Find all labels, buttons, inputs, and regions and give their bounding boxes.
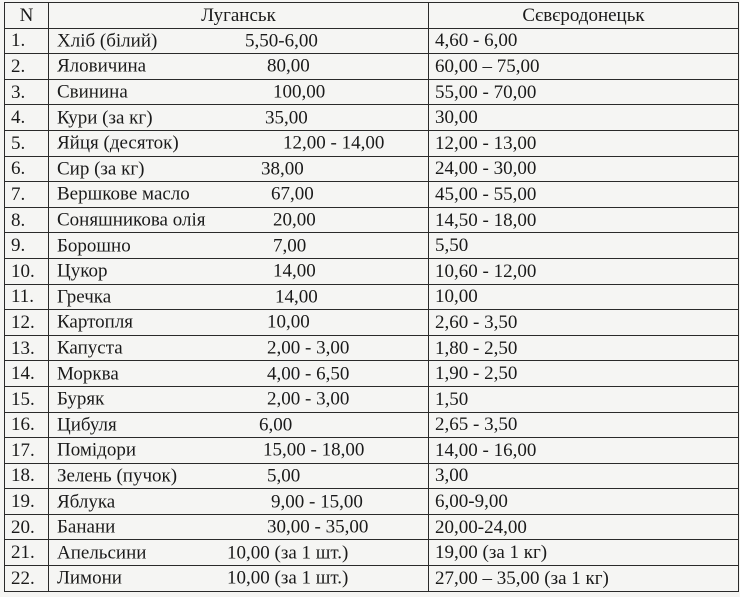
luhansk-price: 100,00 bbox=[273, 81, 326, 103]
row-number: 5. bbox=[5, 130, 49, 156]
row-number: 20. bbox=[5, 514, 49, 540]
luhansk-price: 15,00 - 18,00 bbox=[263, 439, 365, 461]
product-name: Соняшникова олія bbox=[57, 209, 206, 231]
sievierodonetsk-price: 6,00-9,00 bbox=[429, 489, 739, 515]
luhansk-price: 38,00 bbox=[261, 158, 304, 180]
row-number: 19. bbox=[5, 489, 49, 515]
sievierodonetsk-price: 10,00 bbox=[429, 284, 739, 310]
row-number: 14. bbox=[5, 361, 49, 387]
luhansk-price: 4,00 - 6,50 bbox=[267, 363, 350, 385]
table-row bbox=[5, 182, 739, 208]
row-number: 9. bbox=[5, 233, 49, 259]
luhansk-price: 6,00 bbox=[259, 414, 293, 436]
sievierodonetsk-price: 3,00 bbox=[429, 463, 739, 489]
luhansk-price: 7,00 bbox=[273, 235, 307, 257]
luhansk-cell bbox=[49, 233, 429, 259]
table-row bbox=[5, 489, 739, 515]
luhansk-cell bbox=[49, 54, 429, 80]
luhansk-cell bbox=[49, 28, 429, 54]
table-row bbox=[5, 28, 739, 54]
luhansk-price: 2,00 - 3,00 bbox=[267, 388, 350, 410]
table-row bbox=[5, 310, 739, 336]
sievierodonetsk-price: 45,00 - 55,00 bbox=[429, 182, 739, 208]
product-name: Банани bbox=[57, 516, 116, 538]
luhansk-price: 2,00 - 3,00 bbox=[267, 337, 350, 359]
table-row bbox=[5, 156, 739, 182]
luhansk-cell bbox=[49, 489, 429, 515]
luhansk-price: 5,50-6,00 bbox=[245, 30, 318, 52]
table-row bbox=[5, 105, 739, 131]
product-name: Помідори bbox=[57, 439, 136, 461]
sievierodonetsk-price: 55,00 - 70,00 bbox=[429, 79, 739, 105]
sievierodonetsk-price: 10,60 - 12,00 bbox=[429, 258, 739, 284]
product-name: Картопля bbox=[57, 311, 134, 333]
sievierodonetsk-price: 2,60 - 3,50 bbox=[429, 310, 739, 336]
row-number: 11. bbox=[5, 284, 49, 310]
row-number: 18. bbox=[5, 463, 49, 489]
sievierodonetsk-price: 30,00 bbox=[429, 105, 739, 131]
row-number: 10. bbox=[5, 258, 49, 284]
row-number: 1. bbox=[5, 28, 49, 54]
product-name: Яблука bbox=[57, 491, 116, 513]
product-name: Лимони bbox=[57, 567, 122, 589]
table-row bbox=[5, 463, 739, 489]
luhansk-cell bbox=[49, 105, 429, 131]
row-number: 17. bbox=[5, 438, 49, 464]
sievierodonetsk-price: 1,50 bbox=[429, 386, 739, 412]
header-sievierodonetsk: Сєвєродонецьк bbox=[429, 3, 739, 29]
table-row bbox=[5, 79, 739, 105]
row-number: 2. bbox=[5, 54, 49, 80]
table-row bbox=[5, 233, 739, 259]
product-name: Борошно bbox=[57, 235, 131, 257]
luhansk-cell bbox=[49, 412, 429, 438]
sievierodonetsk-price: 1,80 - 2,50 bbox=[429, 335, 739, 361]
table-row bbox=[5, 130, 739, 156]
table-row bbox=[5, 361, 739, 387]
luhansk-cell bbox=[49, 514, 429, 540]
table-row bbox=[5, 258, 739, 284]
sievierodonetsk-price: 27,00 – 35,00 (за 1 кг) bbox=[429, 566, 739, 592]
row-number: 16. bbox=[5, 412, 49, 438]
product-name: Апельсини bbox=[57, 542, 147, 564]
product-name: Хліб (білий) bbox=[57, 30, 158, 52]
luhansk-price: 12,00 - 14,00 bbox=[283, 132, 385, 154]
sievierodonetsk-price: 19,00 (за 1 кг) bbox=[429, 540, 739, 566]
luhansk-cell bbox=[49, 284, 429, 310]
price-table bbox=[4, 2, 739, 592]
product-name: Буряк bbox=[57, 388, 105, 410]
product-name: Цибуля bbox=[57, 414, 117, 436]
luhansk-cell bbox=[49, 566, 429, 592]
luhansk-price: 5,00 bbox=[267, 465, 301, 487]
row-number: 8. bbox=[5, 207, 49, 233]
row-number: 12. bbox=[5, 310, 49, 336]
product-name: Свинина bbox=[57, 81, 128, 103]
luhansk-cell bbox=[49, 386, 429, 412]
table-row bbox=[5, 284, 739, 310]
row-number: 3. bbox=[5, 79, 49, 105]
luhansk-price: 14,00 bbox=[273, 260, 316, 282]
table-row bbox=[5, 540, 739, 566]
sievierodonetsk-price: 14,00 - 16,00 bbox=[429, 438, 739, 464]
table-row bbox=[5, 207, 739, 233]
table-row bbox=[5, 54, 739, 80]
product-name: Яловичина bbox=[57, 55, 147, 77]
row-number: 4. bbox=[5, 105, 49, 131]
luhansk-price: 9,00 - 15,00 bbox=[271, 491, 363, 513]
table-row bbox=[5, 412, 739, 438]
luhansk-price: 10,00 (за 1 шт.) bbox=[227, 542, 349, 564]
luhansk-cell bbox=[49, 79, 429, 105]
luhansk-cell bbox=[49, 207, 429, 233]
product-name: Вершкове масло bbox=[57, 183, 190, 205]
product-name: Кури (за кг) bbox=[57, 107, 153, 129]
product-name: Зелень (пучок) bbox=[57, 465, 178, 487]
table-row bbox=[5, 566, 739, 592]
product-name: Цукор bbox=[57, 260, 108, 282]
sievierodonetsk-price: 24,00 - 30,00 bbox=[429, 156, 739, 182]
sievierodonetsk-price: 2,65 - 3,50 bbox=[429, 412, 739, 438]
table-row bbox=[5, 386, 739, 412]
table-row bbox=[5, 335, 739, 361]
luhansk-price: 10,00 (за 1 шт.) bbox=[227, 567, 349, 589]
luhansk-price: 35,00 bbox=[265, 107, 308, 129]
product-name: Сир (за кг) bbox=[57, 158, 145, 180]
luhansk-cell bbox=[49, 540, 429, 566]
luhansk-cell bbox=[49, 258, 429, 284]
sievierodonetsk-price: 5,50 bbox=[429, 233, 739, 259]
luhansk-cell bbox=[49, 361, 429, 387]
luhansk-cell bbox=[49, 310, 429, 336]
header-luhansk: Луганськ bbox=[49, 3, 429, 29]
sievierodonetsk-price: 60,00 – 75,00 bbox=[429, 54, 739, 80]
row-number: 13. bbox=[5, 335, 49, 361]
row-number: 21. bbox=[5, 540, 49, 566]
luhansk-price: 14,00 bbox=[275, 286, 318, 308]
luhansk-price: 80,00 bbox=[267, 55, 310, 77]
product-name: Яйця (десяток) bbox=[57, 132, 179, 154]
row-number: 6. bbox=[5, 156, 49, 182]
product-name: Капуста bbox=[57, 337, 123, 359]
luhansk-cell bbox=[49, 156, 429, 182]
luhansk-cell bbox=[49, 335, 429, 361]
sievierodonetsk-price: 12,00 - 13,00 bbox=[429, 130, 739, 156]
luhansk-price: 20,00 bbox=[273, 209, 316, 231]
row-number: 22. bbox=[5, 566, 49, 592]
luhansk-cell bbox=[49, 463, 429, 489]
row-number: 7. bbox=[5, 182, 49, 208]
luhansk-cell bbox=[49, 182, 429, 208]
luhansk-price: 67,00 bbox=[271, 183, 314, 205]
sievierodonetsk-price: 1,90 - 2,50 bbox=[429, 361, 739, 387]
table-row bbox=[5, 438, 739, 464]
sievierodonetsk-price: 20,00-24,00 bbox=[429, 514, 739, 540]
header-number: N bbox=[5, 3, 49, 29]
luhansk-cell bbox=[49, 130, 429, 156]
sievierodonetsk-price: 14,50 - 18,00 bbox=[429, 207, 739, 233]
row-number: 15. bbox=[5, 386, 49, 412]
product-name: Гречка bbox=[57, 286, 112, 308]
product-name: Морква bbox=[57, 363, 119, 385]
luhansk-price: 10,00 bbox=[267, 311, 310, 333]
table-row bbox=[5, 514, 739, 540]
table-header-row bbox=[5, 3, 739, 29]
luhansk-cell bbox=[49, 438, 429, 464]
luhansk-price: 30,00 - 35,00 bbox=[267, 516, 369, 538]
sievierodonetsk-price: 4,60 - 6,00 bbox=[429, 28, 739, 54]
